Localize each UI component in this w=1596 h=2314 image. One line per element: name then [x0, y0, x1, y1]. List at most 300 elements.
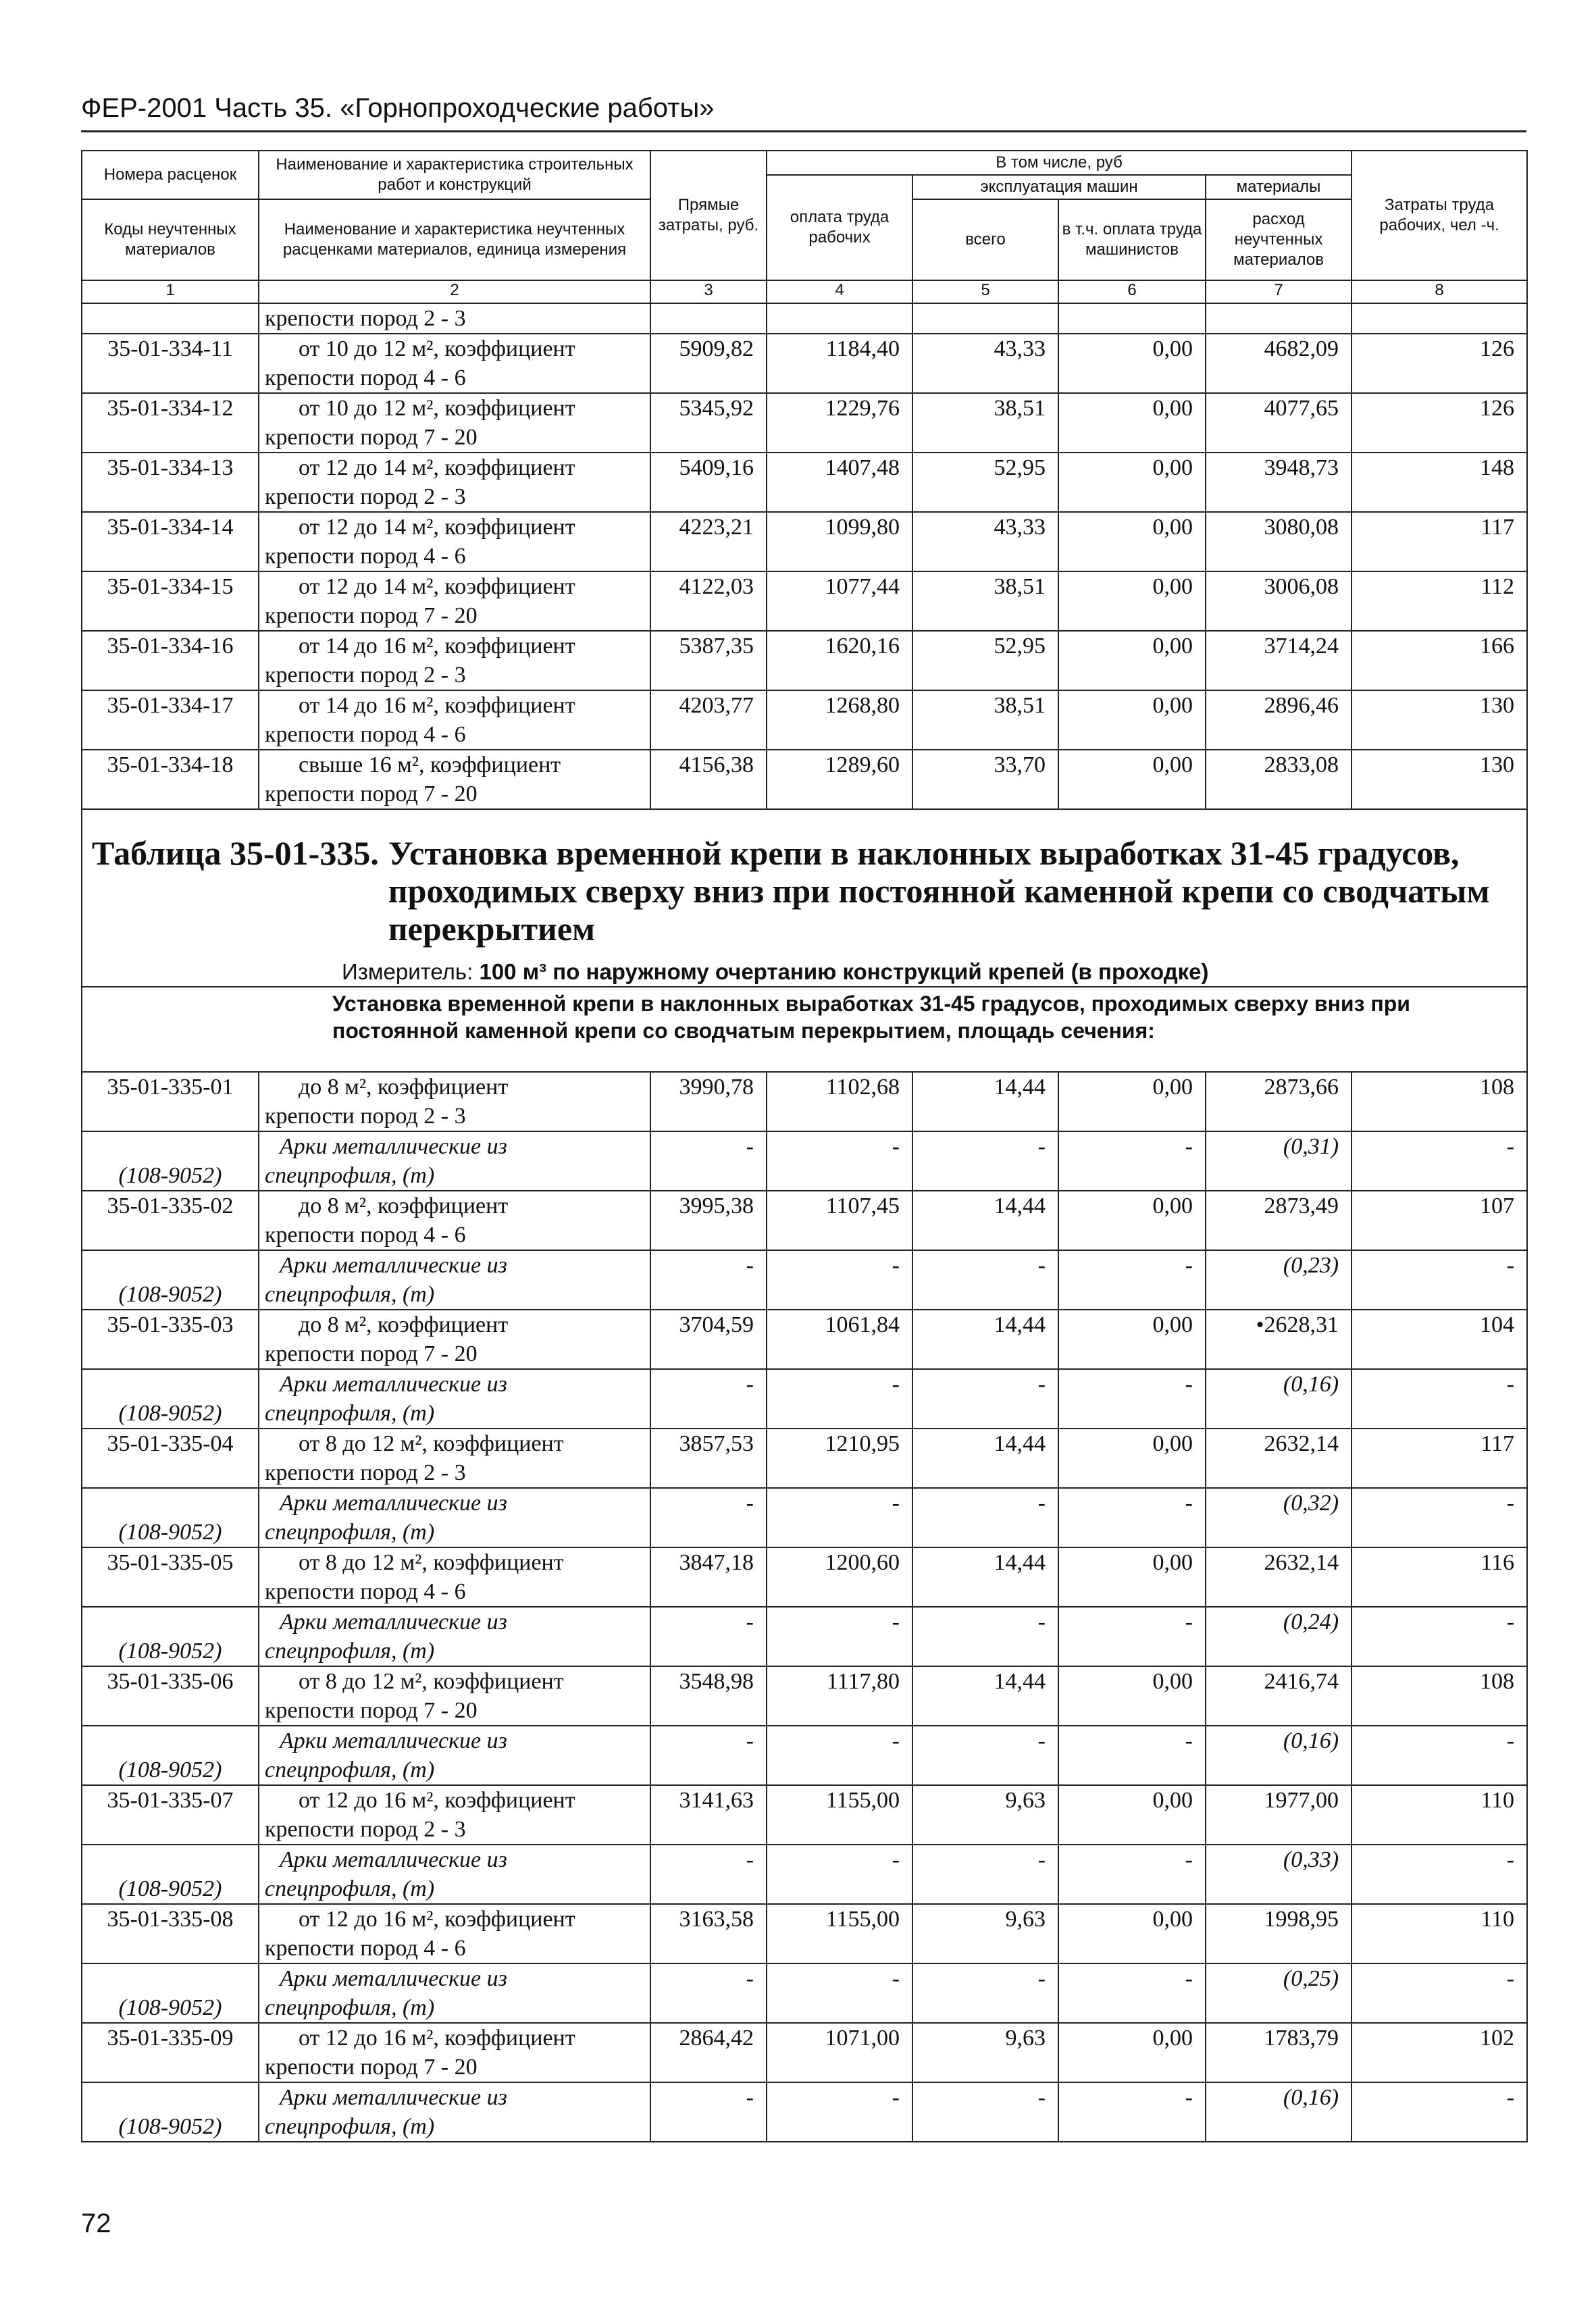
material-labor-cell: -	[1352, 1131, 1527, 1191]
material-wage-cell: -	[767, 1845, 912, 1904]
direct-costs-cell: 3163,58	[650, 1904, 767, 1963]
name-top-header: Наименование и характеристика строительных работ и конструкций	[259, 151, 650, 199]
table-335-title-cell	[82, 809, 1527, 987]
material-code: (108-9052)	[82, 1131, 259, 1191]
material-machines-wage-cell: -	[1058, 1250, 1206, 1310]
table-row	[82, 2023, 1527, 2082]
machines-wage-header: в т.ч. оплата труда машинистов	[1058, 199, 1206, 280]
material-wage-cell: -	[767, 1963, 912, 2023]
description-line: спецпрофиля, (т)	[265, 1163, 435, 1188]
direct-costs-cell: 5409,16	[650, 453, 767, 512]
direct-costs-cell: 4156,38	[650, 750, 767, 809]
material-machines-wage-cell: -	[1058, 1963, 1206, 2023]
description-line: Арки металлические из	[280, 1610, 507, 1635]
table-row	[82, 453, 1527, 512]
machines-wage-cell: 0,00	[1058, 1785, 1206, 1845]
materials-cell: 1977,00	[1206, 1785, 1352, 1845]
machines-wage-cell: 0,00	[1058, 393, 1206, 453]
material-labor-cell: -	[1352, 1488, 1527, 1547]
direct-costs-cell: 5909,82	[650, 334, 767, 393]
material-direct-costs-cell: -	[650, 1607, 767, 1666]
description-cell	[259, 1845, 650, 1904]
description-line: спецпрофиля, (т)	[265, 1282, 435, 1307]
description-cell	[259, 1072, 650, 1131]
material-materials-cell: (0,33)	[1206, 1845, 1352, 1904]
materials-cell: 4077,65	[1206, 393, 1352, 453]
material-wage-cell: -	[767, 1131, 912, 1191]
material-row	[82, 1131, 1527, 1191]
material-wage-cell: -	[767, 1607, 912, 1666]
material-labor-cell: -	[1352, 2082, 1527, 2142]
description-cell	[259, 690, 650, 750]
rate-code: 35-01-334-11	[82, 334, 259, 393]
rate-code: 35-01-334-16	[82, 631, 259, 690]
material-machines-total-cell: -	[912, 1726, 1058, 1785]
description-line: от 8 до 12 м², коэффициент	[299, 1550, 564, 1575]
description-line: Арки металлические из	[280, 1253, 507, 1278]
material-materials-cell: (0,23)	[1206, 1250, 1352, 1310]
wage-cell: 1099,80	[767, 512, 912, 571]
machines-total-cell: 33,70	[912, 750, 1058, 809]
description-line: крепости пород 7 - 20	[265, 1698, 478, 1723]
material-direct-costs-cell: -	[650, 2082, 767, 2142]
labor-cell: 102	[1352, 2023, 1527, 2082]
carry-over-row	[82, 303, 1527, 334]
table-335-title: Установка временной крепи в наклонных выработках 31-45 градусов, проходимых сверху вниз при постоянной каменной крепи со сводчатым перекрытием	[388, 834, 1490, 948]
description-line: крепости пород 7 - 20	[265, 425, 478, 450]
rate-code: 35-01-334-15	[82, 571, 259, 631]
direct-costs-cell: 2864,42	[650, 2023, 767, 2082]
labor-cell: 107	[1352, 1191, 1527, 1250]
table-row	[82, 512, 1527, 571]
description-cell	[259, 1488, 650, 1547]
material-labor-cell: -	[1352, 1607, 1527, 1666]
labor-costs-header: Затраты труда рабочих, чел -ч.	[1352, 151, 1527, 280]
description-line: Арки металлические из	[280, 1966, 507, 1991]
description-line: крепости пород 2 - 3	[265, 1104, 466, 1129]
materials-cell: 2873,49	[1206, 1191, 1352, 1250]
description-cell	[259, 512, 650, 571]
materials-cell: 1998,95	[1206, 1904, 1352, 1963]
column-number: 4	[767, 280, 912, 303]
direct-costs-cell: 4122,03	[650, 571, 767, 631]
material-labor-cell: -	[1352, 1726, 1527, 1785]
description-cell	[259, 334, 650, 393]
labor-cell: 108	[1352, 1666, 1527, 1726]
description-line: от 12 до 16 м², коэффициент	[299, 1907, 575, 1932]
table-head	[82, 151, 1527, 303]
material-materials-cell: (0,16)	[1206, 2082, 1352, 2142]
labor-cell: 148	[1352, 453, 1527, 512]
material-wage-cell: -	[767, 1250, 912, 1310]
machines-wage-cell: 0,00	[1058, 690, 1206, 750]
labor-cell: 112	[1352, 571, 1527, 631]
meter-line	[92, 948, 1517, 986]
description-line: крепости пород 7 - 20	[265, 781, 478, 806]
wage-cell: 1077,44	[767, 571, 912, 631]
description-line: от 12 до 14 м², коэффициент	[299, 574, 575, 599]
material-machines-wage-cell: -	[1058, 2082, 1206, 2142]
description-cell	[259, 1310, 650, 1369]
machines-wage-cell: 0,00	[1058, 1191, 1206, 1250]
machines-total-cell: 52,95	[912, 631, 1058, 690]
materials-cell: 4682,09	[1206, 334, 1352, 393]
labor-cell: 104	[1352, 1310, 1527, 1369]
section-description: Установка временной крепи в наклонных выработках 31-45 градусов, проходимых сверху вниз при постоянной каменной крепи со сводчатым перекрытием, площадь сечения:	[82, 987, 1527, 1072]
wage-cell: 1107,45	[767, 1191, 912, 1250]
rate-code: 35-01-335-07	[82, 1785, 259, 1845]
direct-costs-cell: 3857,53	[650, 1429, 767, 1488]
wage-cell: 1620,16	[767, 631, 912, 690]
machines-wage-cell: 0,00	[1058, 2023, 1206, 2082]
machines-wage-cell: 0,00	[1058, 1666, 1206, 1726]
machines-total-cell: 43,33	[912, 512, 1058, 571]
materials-cell: 2632,14	[1206, 1429, 1352, 1488]
materials-cell: 2873,66	[1206, 1072, 1352, 1131]
material-machines-wage-cell: -	[1058, 1488, 1206, 1547]
wage-cell: 1155,00	[767, 1785, 912, 1845]
table-row	[82, 631, 1527, 690]
machines-wage-cell: 0,00	[1058, 512, 1206, 571]
material-materials-cell: (0,24)	[1206, 1607, 1352, 1666]
description-line: крепости пород 2 - 3	[265, 1817, 466, 1842]
wage-cell: 1102,68	[767, 1072, 912, 1131]
description-line: от 12 до 16 м², коэффициент	[299, 2026, 575, 2051]
description-line: от 10 до 12 м², коэффициент	[299, 396, 575, 421]
wage-cell: 1407,48	[767, 453, 912, 512]
material-materials-cell: (0,25)	[1206, 1963, 1352, 2023]
direct-costs-cell: 5387,35	[650, 631, 767, 690]
description-line: Арки металлические из	[280, 2085, 507, 2110]
material-materials-cell: (0,31)	[1206, 1131, 1352, 1191]
including-header: В том числе, руб	[767, 151, 1352, 175]
description-line: Арки металлические из	[280, 1372, 507, 1397]
description-line: крепости пород 7 - 20	[265, 1341, 478, 1366]
codes-bottom-header: Коды неучтенных материалов	[82, 199, 259, 280]
material-materials-cell: (0,16)	[1206, 1369, 1352, 1429]
rates-table-wrap	[81, 150, 1526, 2142]
labor-cell: 110	[1352, 1904, 1527, 1963]
labor-cell: 117	[1352, 1429, 1527, 1488]
machines-total-cell: 52,95	[912, 453, 1058, 512]
description-line: крепости пород 2 - 3	[265, 484, 466, 509]
description-line: спецпрофиля, (т)	[265, 1639, 435, 1664]
labor-cell: 108	[1352, 1072, 1527, 1131]
column-number: 8	[1352, 280, 1527, 303]
column-number: 6	[1058, 280, 1206, 303]
description-line: от 14 до 16 м², коэффициент	[299, 693, 575, 718]
material-direct-costs-cell: -	[650, 1845, 767, 1904]
description-line: до 8 м², коэффициент	[299, 1193, 509, 1218]
description-cell	[259, 1131, 650, 1191]
material-code: (108-9052)	[82, 1607, 259, 1666]
description-line: от 10 до 12 м², коэффициент	[299, 336, 575, 361]
material-machines-total-cell: -	[912, 1607, 1058, 1666]
description-line: до 8 м², коэффициент	[299, 1312, 509, 1337]
description-line: крепости пород 7 - 20	[265, 2055, 478, 2080]
wage-cell: 1210,95	[767, 1429, 912, 1488]
direct-costs-cell: 3990,78	[650, 1072, 767, 1131]
description-line: спецпрофиля, (т)	[265, 1520, 435, 1545]
description-cell	[259, 750, 650, 809]
description-cell	[259, 1250, 650, 1310]
description-cell	[259, 1429, 650, 1488]
wage-cell: 1184,40	[767, 334, 912, 393]
description-cell	[259, 1369, 650, 1429]
table-row	[82, 1191, 1527, 1250]
meter-value: 100 м³ по наружному очертанию конструкций крепей (в проходке)	[479, 959, 1209, 984]
material-machines-wage-cell: -	[1058, 1726, 1206, 1785]
material-machines-wage-cell: -	[1058, 1131, 1206, 1191]
machines-total-cell: 38,51	[912, 690, 1058, 750]
material-direct-costs-cell: -	[650, 1131, 767, 1191]
machines-wage-cell: 0,00	[1058, 750, 1206, 809]
description-line: от 14 до 16 м², коэффициент	[299, 634, 575, 659]
direct-costs-cell: 3847,18	[650, 1547, 767, 1607]
material-labor-cell: -	[1352, 1845, 1527, 1904]
material-machines-wage-cell: -	[1058, 1845, 1206, 1904]
material-wage-cell: -	[767, 2082, 912, 2142]
rate-code: 35-01-334-13	[82, 453, 259, 512]
table-row	[82, 1547, 1527, 1607]
description-line: Арки металлические из	[280, 1134, 507, 1159]
description-cell	[259, 571, 650, 631]
machines-total-cell: 9,63	[912, 2023, 1058, 2082]
machines-wage-cell: 0,00	[1058, 1072, 1206, 1131]
description-cell	[259, 1904, 650, 1963]
table-row	[82, 1785, 1527, 1845]
materials-cell: 3006,08	[1206, 571, 1352, 631]
column-number: 5	[912, 280, 1058, 303]
carry-over-text: крепости пород 2 - 3	[259, 303, 650, 334]
machines-total-cell: 9,63	[912, 1904, 1058, 1963]
labor-cell: 126	[1352, 334, 1527, 393]
description-cell	[259, 453, 650, 512]
material-labor-cell: -	[1352, 1369, 1527, 1429]
machines-wage-cell: 0,00	[1058, 1547, 1206, 1607]
machines-total-cell: 43,33	[912, 334, 1058, 393]
description-cell	[259, 1726, 650, 1785]
column-number: 2	[259, 280, 650, 303]
codes-top-header: Номера расценок	[82, 151, 259, 199]
material-row	[82, 2082, 1527, 2142]
description-line: крепости пород 2 - 3	[265, 1460, 466, 1485]
machines-wage-cell: 0,00	[1058, 453, 1206, 512]
material-row	[82, 1488, 1527, 1547]
machines-total-cell: 14,44	[912, 1429, 1058, 1488]
direct-costs-cell: 5345,92	[650, 393, 767, 453]
description-line: крепости пород 4 - 6	[265, 1579, 466, 1604]
description-line: свыше 16 м², коэффициент	[299, 752, 561, 777]
direct-costs-header: Прямые затраты, руб.	[650, 151, 767, 280]
description-line: крепости пород 4 - 6	[265, 1223, 466, 1248]
machines-total-cell: 9,63	[912, 1785, 1058, 1845]
description-cell	[259, 1666, 650, 1726]
material-machines-total-cell: -	[912, 1131, 1058, 1191]
material-machines-total-cell: -	[912, 1250, 1058, 1310]
material-code: (108-9052)	[82, 1488, 259, 1547]
description-cell	[259, 2082, 650, 2142]
materials-header: материалы	[1206, 175, 1352, 199]
description-cell	[259, 1785, 650, 1845]
material-code: (108-9052)	[82, 2082, 259, 2142]
materials-cell: 1783,79	[1206, 2023, 1352, 2082]
name-bottom-header: Наименование и характеристика неучтенных расценками материалов, единица измерения	[259, 199, 650, 280]
description-line: спецпрофиля, (т)	[265, 1401, 435, 1426]
wage-cell: 1155,00	[767, 1904, 912, 1963]
material-code: (108-9052)	[82, 1963, 259, 2023]
rate-code: 35-01-335-03	[82, 1310, 259, 1369]
material-code: (108-9052)	[82, 1369, 259, 1429]
material-machines-total-cell: -	[912, 1488, 1058, 1547]
material-code: (108-9052)	[82, 1726, 259, 1785]
direct-costs-cell: 4203,77	[650, 690, 767, 750]
machines-wage-cell: 0,00	[1058, 631, 1206, 690]
meter-label: Измеритель:	[342, 959, 473, 984]
material-direct-costs-cell: -	[650, 1250, 767, 1310]
material-row	[82, 1963, 1527, 2023]
description-line: Арки металлические из	[280, 1491, 507, 1516]
material-code: (108-9052)	[82, 1845, 259, 1904]
labor-cell: 117	[1352, 512, 1527, 571]
direct-costs-cell: 3704,59	[650, 1310, 767, 1369]
material-direct-costs-cell: -	[650, 1369, 767, 1429]
labor-cell: 126	[1352, 393, 1527, 453]
machines-wage-cell: 0,00	[1058, 1310, 1206, 1369]
wage-cell: 1289,60	[767, 750, 912, 809]
machines-total-cell: 14,44	[912, 1547, 1058, 1607]
description-line: крепости пород 4 - 6	[265, 1936, 466, 1961]
wage-cell: 1061,84	[767, 1310, 912, 1369]
table-335-title-block	[92, 834, 1517, 948]
description-cell	[259, 1191, 650, 1250]
materials-cell: 3948,73	[1206, 453, 1352, 512]
materials-cell: 2416,74	[1206, 1666, 1352, 1726]
description-line: крепости пород 4 - 6	[265, 365, 466, 390]
material-labor-cell: -	[1352, 1963, 1527, 2023]
description-cell	[259, 1963, 650, 2023]
labor-cell: 116	[1352, 1547, 1527, 1607]
table-row	[82, 1429, 1527, 1488]
column-number-row	[82, 280, 1527, 303]
rate-code: 35-01-335-09	[82, 2023, 259, 2082]
materials-cell: •2628,31	[1206, 1310, 1352, 1369]
page-number: 72	[81, 2209, 111, 2238]
material-materials-cell: (0,16)	[1206, 1726, 1352, 1785]
description-line: крепости пород 4 - 6	[265, 544, 466, 569]
rate-code: 35-01-335-01	[82, 1072, 259, 1131]
wage-cell: 1229,76	[767, 393, 912, 453]
description-cell	[259, 1607, 650, 1666]
material-wage-cell: -	[767, 1726, 912, 1785]
rate-code: 35-01-334-17	[82, 690, 259, 750]
table-row	[82, 1666, 1527, 1726]
material-wage-cell: -	[767, 1488, 912, 1547]
material-row	[82, 1845, 1527, 1904]
material-row	[82, 1250, 1527, 1310]
labor-cell: 166	[1352, 631, 1527, 690]
machines-wage-cell: 0,00	[1058, 334, 1206, 393]
direct-costs-cell: 3141,63	[650, 1785, 767, 1845]
description-cell	[259, 2023, 650, 2082]
table-335-label: Таблица 35-01-335.	[92, 834, 379, 872]
machines-wage-cell: 0,00	[1058, 1904, 1206, 1963]
column-number: 7	[1206, 280, 1352, 303]
page-header: ФЕР-2001 Часть 35. «Горнопроходческие работы»	[81, 93, 1526, 132]
rate-code: 35-01-334-12	[82, 393, 259, 453]
column-number: 1	[82, 280, 259, 303]
wage-cell: 1200,60	[767, 1547, 912, 1607]
rate-code: 35-01-335-06	[82, 1666, 259, 1726]
description-cell	[259, 393, 650, 453]
labor-cell: 130	[1352, 690, 1527, 750]
description-line: до 8 м², коэффициент	[299, 1075, 509, 1100]
material-machines-total-cell: -	[912, 1369, 1058, 1429]
description-line: крепости пород 7 - 20	[265, 603, 478, 628]
description-line: Арки металлические из	[280, 1728, 507, 1753]
table-row	[82, 393, 1527, 453]
machines-total-cell: 14,44	[912, 1666, 1058, 1726]
wage-cell: 1268,80	[767, 690, 912, 750]
machines-total-header: всего	[912, 199, 1058, 280]
machines-total-cell: 14,44	[912, 1191, 1058, 1250]
rate-code: 35-01-335-08	[82, 1904, 259, 1963]
machines-total-cell: 14,44	[912, 1310, 1058, 1369]
material-row	[82, 1607, 1527, 1666]
material-machines-total-cell: -	[912, 1845, 1058, 1904]
machines-total-cell: 38,51	[912, 393, 1058, 453]
labor-cell: 130	[1352, 750, 1527, 809]
direct-costs-cell: 3995,38	[650, 1191, 767, 1250]
description-line: Арки металлические из	[280, 1847, 507, 1872]
description-line: от 12 до 14 м², коэффициент	[299, 455, 575, 480]
description-line: от 12 до 14 м², коэффициент	[299, 515, 575, 540]
rate-code: 35-01-334-14	[82, 512, 259, 571]
wage-cell: 1117,80	[767, 1666, 912, 1726]
table-row	[82, 750, 1527, 809]
material-code: (108-9052)	[82, 1250, 259, 1310]
material-direct-costs-cell: -	[650, 1963, 767, 2023]
machines-total-cell: 38,51	[912, 571, 1058, 631]
description-line: от 8 до 12 м², коэффициент	[299, 1431, 564, 1456]
direct-costs-cell: 4223,21	[650, 512, 767, 571]
table-row	[82, 1904, 1527, 1963]
wage-header: оплата труда рабочих	[767, 175, 912, 280]
description-line: крепости пород 2 - 3	[265, 663, 466, 688]
description-line: спецпрофиля, (т)	[265, 1757, 435, 1782]
table-row	[82, 1072, 1527, 1131]
description-line: крепости пород 4 - 6	[265, 722, 466, 747]
description-line: от 12 до 16 м², коэффициент	[299, 1788, 575, 1813]
description-line: от 8 до 12 м², коэффициент	[299, 1669, 564, 1694]
rate-code: 35-01-335-02	[82, 1191, 259, 1250]
machines-wage-cell: 0,00	[1058, 1429, 1206, 1488]
material-row	[82, 1369, 1527, 1429]
materials-cell: 2896,46	[1206, 690, 1352, 750]
material-machines-wage-cell: -	[1058, 1607, 1206, 1666]
column-number: 3	[650, 280, 767, 303]
materials-sub-header: расход неучтенных материалов	[1206, 199, 1352, 280]
table-row	[82, 690, 1527, 750]
material-row	[82, 1726, 1527, 1785]
labor-cell: 110	[1352, 1785, 1527, 1845]
description-cell	[259, 1547, 650, 1607]
rate-code: 35-01-335-05	[82, 1547, 259, 1607]
description-cell	[259, 631, 650, 690]
material-machines-wage-cell: -	[1058, 1369, 1206, 1429]
table-row	[82, 571, 1527, 631]
machines-wage-cell: 0,00	[1058, 571, 1206, 631]
